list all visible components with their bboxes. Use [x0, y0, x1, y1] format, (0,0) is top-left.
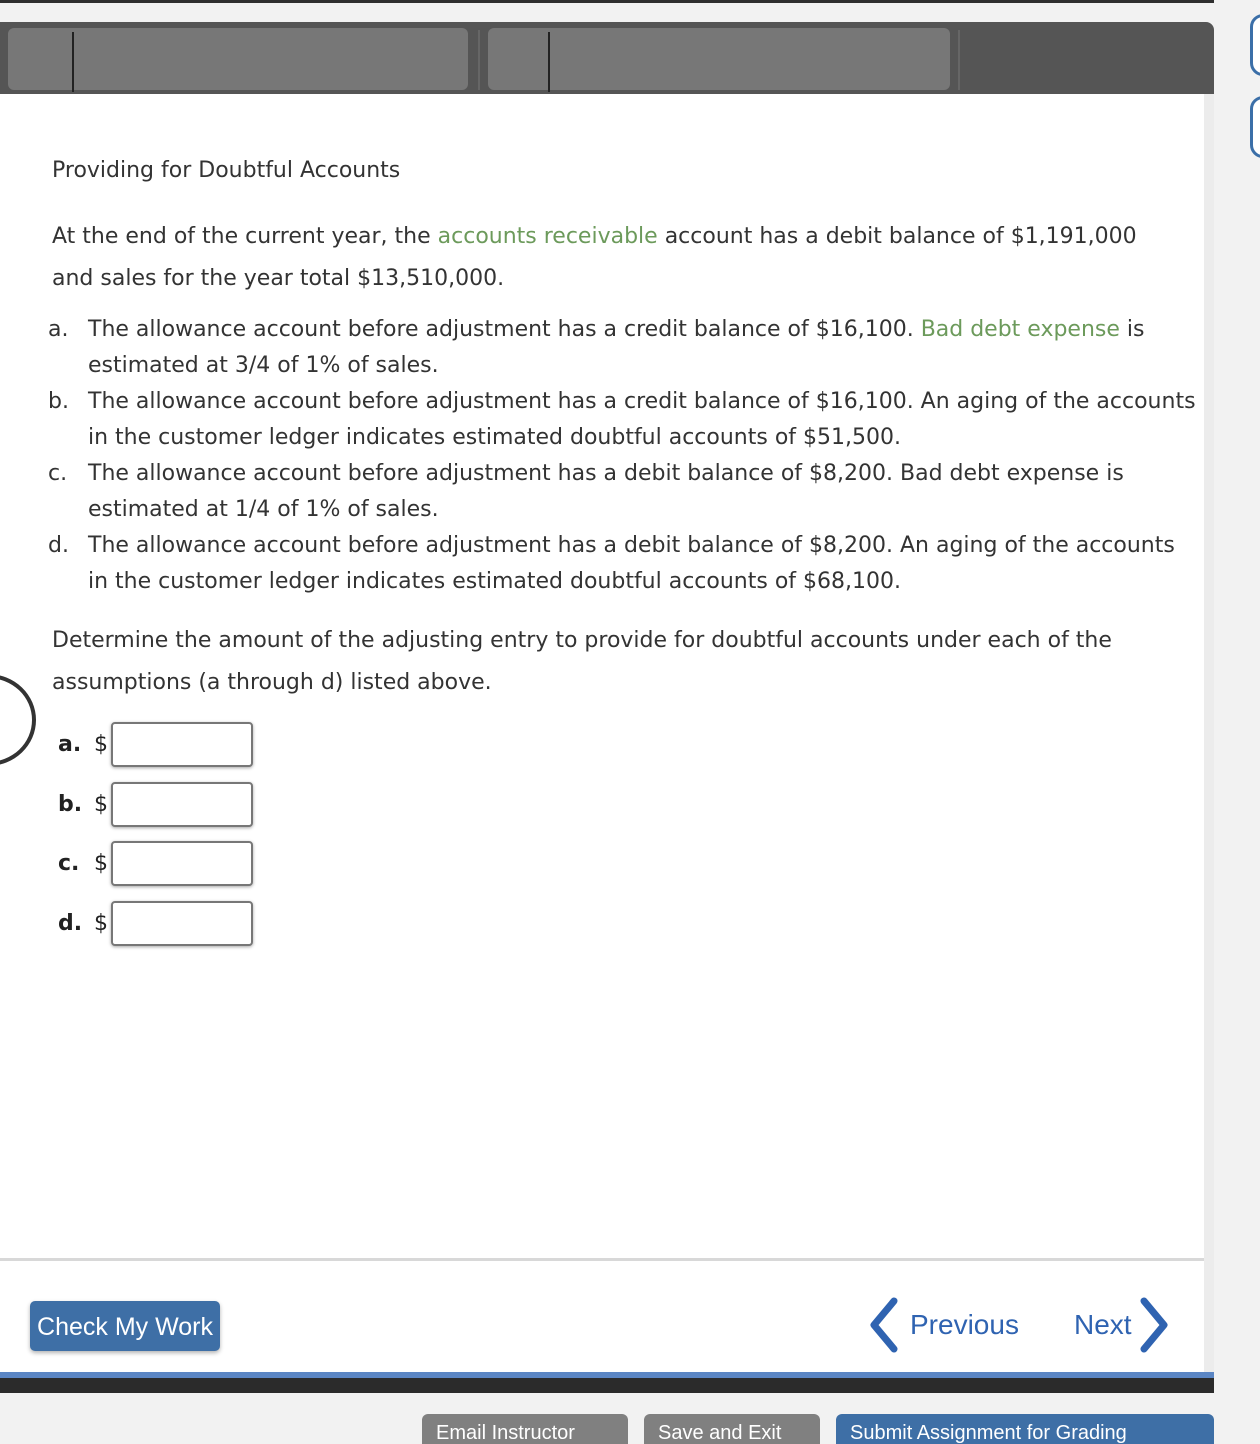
answer-input-c[interactable]: [111, 841, 253, 886]
assumption-item: [48, 384, 1198, 456]
assumption-text: The allowance account before adjustment has a debit balance of $8,200. Bad debt expense is estimated at 1/4 of 1% of sales.: [88, 461, 1124, 522]
currency-symbol: $: [94, 791, 108, 817]
assumption-label: a.: [48, 317, 69, 342]
chevron-right-icon: [1138, 1297, 1172, 1353]
previous-button[interactable]: [866, 1297, 1019, 1353]
save-and-exit-button[interactable]: Save and Exit: [644, 1414, 820, 1444]
glossary-link-accounts-receivable[interactable]: accounts receivable: [437, 224, 658, 249]
panel-edge: [1204, 94, 1214, 1384]
side-tool-button[interactable]: [1250, 14, 1260, 76]
tab-divider: [548, 32, 550, 92]
footer-bar: [0, 1258, 1204, 1375]
assumption-label: b.: [48, 389, 69, 414]
assumption-list: [48, 312, 1198, 600]
assumption-item: [48, 456, 1198, 528]
intro-text: At the end of the current year, the: [52, 224, 438, 249]
intro-text: account has a debit balance of $1,191,000 and sales for the year total $13,510,000.: [52, 224, 1137, 291]
answer-input-b[interactable]: [111, 782, 253, 827]
check-my-work-button[interactable]: Check My Work: [30, 1301, 220, 1351]
currency-symbol: $: [94, 851, 108, 876]
submit-assignment-button[interactable]: Submit Assignment for Grading: [836, 1414, 1214, 1444]
tab-1[interactable]: [8, 28, 468, 90]
tab-divider: [72, 32, 74, 92]
tab-2[interactable]: [488, 28, 950, 90]
top-border: [0, 0, 1260, 3]
side-strip: [1214, 0, 1260, 1438]
assumption-label: d.: [48, 533, 69, 558]
next-label: Next: [1074, 1309, 1132, 1340]
currency-symbol: $: [94, 732, 108, 757]
assumption-item: [48, 312, 1198, 384]
assumption-text: [88, 312, 1198, 384]
assumption-text: The allowance account before adjustment has a debit balance of $8,200. An aging of the accounts in the customer ledger indicates estimated doubtful accounts of $68,100.: [88, 533, 1175, 594]
problem-title: Providing for Doubtful Accounts: [52, 158, 401, 183]
assumption-text-part: The allowance account before adjustment has a credit balance of $16,100.: [88, 317, 921, 342]
tab-separator: [478, 30, 480, 90]
assumption-text-part: is estimated at 3/4 of 1% of sales.: [88, 317, 1145, 378]
currency-symbol: $: [94, 910, 108, 936]
answer-label: c.: [58, 851, 80, 876]
problem-intro: [52, 216, 1172, 300]
assumption-label: c.: [48, 461, 68, 486]
previous-label: Previous: [910, 1309, 1019, 1340]
answer-label: d.: [58, 910, 83, 936]
bottom-dark-bar: [0, 1378, 1214, 1393]
chevron-left-icon: [866, 1297, 900, 1353]
answer-label: b.: [58, 791, 83, 817]
side-tool-button[interactable]: [1250, 96, 1260, 158]
answer-label: a.: [58, 732, 82, 757]
tab-separator: [958, 30, 960, 90]
next-button[interactable]: [1074, 1297, 1172, 1353]
answer-input-a[interactable]: [111, 722, 253, 767]
glossary-link-bad-debt-expense[interactable]: Bad debt expense: [920, 317, 1120, 342]
instruction-text: Determine the amount of the adjusting entry to provide for doubtful accounts under each of the assumptions (a through d) listed above.: [52, 628, 1112, 695]
answer-input-d[interactable]: [111, 901, 253, 946]
assumption-text: The allowance account before adjustment has a credit balance of $16,100. An aging of the accounts in the customer ledger indicates estimated doubtful accounts of $51,500.: [88, 389, 1196, 450]
email-instructor-button[interactable]: Email Instructor: [422, 1414, 628, 1444]
tab-bar: [0, 22, 1214, 94]
assumption-item: [48, 528, 1198, 600]
